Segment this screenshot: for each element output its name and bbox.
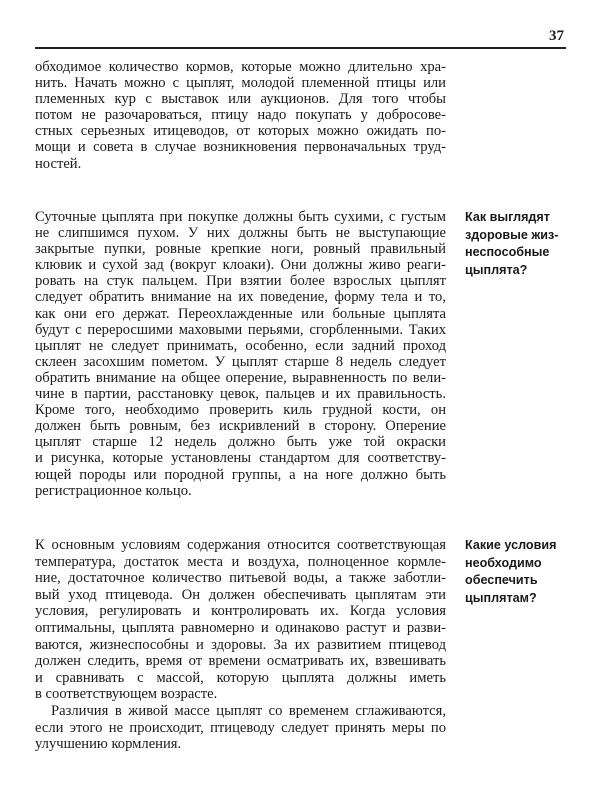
text-line: Кроме того, необходимо проверить киль грудной кости, он [35, 402, 446, 419]
side-note-line: необходимо [465, 555, 542, 570]
text-line: Суточные цыплята при покупке должны быть сухими, с густым [35, 209, 446, 225]
text-line: если этого не происходит, птицеводу следует принять меры по [35, 719, 446, 736]
text-line: и сравнивать с массой, которую цыплята должны иметь [35, 669, 446, 686]
text-line: клювик и сухой зад (вокруг клоаки). Они должны живо реаги- [35, 257, 446, 274]
text-line: ние, достаточное количество питьевой воды, а также заботли- [35, 570, 446, 587]
side-note-line: цыплята? [465, 262, 528, 277]
text-line: обходимое количество кормов, которые можно длительно хра- [35, 59, 446, 75]
text-line: племенных кур с выставок или аукционов. Для того чтобы [35, 91, 446, 108]
text-line: Различия в живой массе цыплят со временем сглаживаются, [51, 702, 446, 719]
text-line: склеен засохшим пометом. У цыплят старше 8 недель следует [35, 353, 446, 370]
text-line: закрытые пупки, ровные крепкие ноги, ровный правильный [35, 241, 446, 258]
text-line: мощи и совета в случае возникновения первоначальных труд- [35, 139, 446, 156]
text-line: чине в партии, расстановку цевок, пальцев и их правильность. [35, 386, 446, 403]
text-line: потом не разочароваться, птицу надо покупать у добросове- [35, 107, 446, 124]
text-line: цыплят не следует принимать, особенно, если задний проход [35, 337, 446, 354]
text-line: обратить внимание на общее оперение, выравненность по вели- [35, 369, 446, 386]
text-line: стных серьезных итицеводов, от которых можно ожидать по- [35, 123, 446, 140]
side-note-line: здоровые жиз- [465, 227, 559, 242]
text-line: оптимальны, цыплята равномерно и одинаково растут и разви- [35, 619, 446, 636]
side-note-line: Какие условия [465, 538, 557, 552]
text-line: не слипшимся пухом. У них должны быть не выступающие [35, 225, 446, 242]
side-note-line: обеспечить [465, 573, 538, 587]
page-number: 37 [549, 28, 564, 44]
text-line: как они его держат. Переохлажденные или больные цыплята [35, 305, 446, 322]
text-line: в соответствующем возрасте. [35, 686, 218, 703]
text-line: К основным условиям содержания относится соответствующая [35, 537, 446, 553]
text-line: следует обратить внимание на их поведение, форму тела и то, [35, 289, 446, 306]
text-line: условия, регулировать и контролировать их. Когда условия [35, 603, 446, 620]
text-line: ющей породы или породной группы, а на ноге должно быть [35, 466, 446, 483]
paragraph-conditions [35, 537, 446, 753]
side-note-conditions [465, 537, 575, 607]
paragraph-healthy-chicks [35, 209, 446, 499]
side-note-line: цыплятам? [465, 590, 537, 605]
text-line: ностей. [35, 155, 82, 172]
text-line: ровать на стук пальцем. При взятии более взрослых цыплят [35, 273, 446, 290]
text-line: ваются, жизнеспособны и здоровы. За их развитием птицевод [35, 636, 446, 653]
text-line: должен следить, время от времени осматривать их, взвешивать [35, 653, 446, 670]
side-note-line: неспособные [465, 245, 550, 259]
text-line: нить. Начать можно с цыплят, молодой племенной птицы или [35, 75, 446, 92]
text-line: цыплят старше 12 недель должно быть уже той окраски [35, 434, 446, 451]
text-line: температура, достаток места и воздуха, полноценное кормле- [35, 553, 446, 570]
side-note-line: Как выглядят [465, 210, 550, 224]
text-line: и рисунка, которые установлены стандартом для соответству- [35, 450, 446, 467]
paragraph-continuation [35, 59, 446, 172]
text-line: будут с переросшими маховыми перьями, сгорбленными. Таких [35, 321, 446, 338]
text-line: улучшению кормления. [35, 736, 182, 753]
side-note-healthy-chicks [465, 209, 575, 279]
text-line: регистрационное кольцо. [35, 482, 192, 499]
text-line: должен быть ровным, без искривлений в сторону. Оперение [35, 418, 446, 435]
header-rule [35, 47, 566, 49]
text-line: вый уход птицевода. Он должен обеспечивать цыплятам эти [35, 586, 446, 603]
